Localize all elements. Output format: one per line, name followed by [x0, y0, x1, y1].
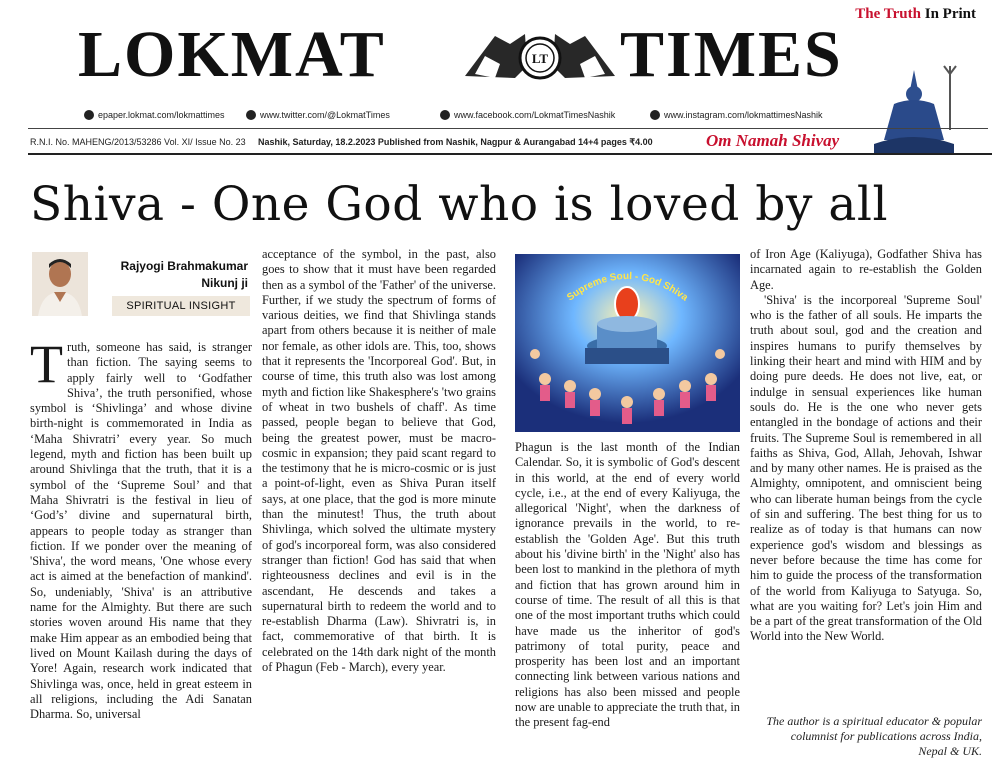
author-note: The author is a spiritual educator & popular columnist for publications across India, Nepal & UK.	[766, 714, 982, 758]
issue-date-info: Nashik, Saturday, 18.2.2023 Published from Nashik, Nagpur & Aurangabad 14+4 pages ₹4.00	[258, 137, 653, 147]
drop-cap: T	[30, 334, 63, 394]
emblem-text: LT	[531, 51, 549, 66]
article-column-1	[30, 334, 252, 722]
supreme-soul-shiva-illustration	[515, 254, 740, 432]
tagline-prefix: The Truth	[855, 6, 921, 22]
masthead-bottom-rule	[28, 153, 992, 155]
twitter-icon	[246, 110, 256, 120]
article-paragraph-5: 'Shiva' is the incorporeal 'Supreme Soul' who is the father of all souls. He imparts the truth about soul, god and the creation and inspires humans to purify themselves by linking their heart and mind with HIM and by doing pure deeds. He does not live, eat, or indulge in sensual experiences like human souls do. He is the one who never gets entangled in the bondage of actions and their fruits. The Supreme Soul is remembered in all faiths as Shiva, God, Allah, Jehovah, Ishwar and by many other names. He is praised as the Almighty, omnipotent, and omniscient being who can liberate human beings from the cycle of sin and suffering. The best thing for us to realize as of today is that humans can now experience god's wisdom and blessings as never before because the time has come for him to guide the process of the transformation of the world from Kaliyuga to Satyuga. So, what are you waiting for? Let's join Him and be a part of the great transformation of the Old World into the New World.	[750, 292, 982, 644]
masthead-tagline	[855, 6, 976, 23]
section-badge: SPIRITUAL INSIGHT	[112, 296, 250, 316]
author-name-line2: Nikunj ji	[201, 276, 248, 290]
masthead-emblem-logo	[455, 16, 625, 96]
social-link-twitter[interactable]: www.twitter.com/@LokmatTimes	[246, 110, 390, 120]
article-column-4	[750, 247, 982, 645]
issue-registration-info: R.N.I. No. MAHENG/2013/53286 Vol. XI/ Issue No. 23	[30, 137, 246, 147]
article-paragraph-1: ruth, someone has said, is stranger than fiction. The saying seems to apply fairly well to ‘Godfather Shiva’, the truth personified, whose symbol is ‘Shivlinga’ and whose divine birth-night is commemorated in India as ‘Maha Shivratri’ every year. So much legend, myth and fiction has been built up around Shivlinga that the truth, that it is a symbol of the ‘Supreme Soul’ and that Maha Shivratri is the festival in lieu of ‘God’s’ divine and supernatural birth, appears to people today as stranger than fiction. If we ponder over the meaning of 'Shiva', the word means, 'One whose every act is aimed at the benefaction of mankind'. So, undeniably, 'Shiva' is an attributive name for the Almighty. But there are such stories woven around His name that they make Him appear as an embodied being that lived on Mount Kailash during the days of Yore! Again, research work indicated that Shivlinga was, once, held in great esteem in all religions, including the Adi Sanatan Dharma. So, universal	[30, 340, 252, 722]
article-column-3	[515, 440, 740, 731]
tagline-suffix: In Print	[924, 6, 976, 22]
masthead-name-right: TIMES	[620, 18, 843, 91]
social-link-epaper[interactable]: epaper.lokmat.com/lokmattimes	[84, 110, 225, 120]
shiva-statue-image	[854, 60, 974, 156]
globe-icon	[84, 110, 94, 120]
social-link-facebook[interactable]: www.facebook.com/LokmatTimesNashik	[440, 110, 615, 120]
facebook-icon	[440, 110, 450, 120]
article-paragraph-3: Phagun is the last month of the Indian Calendar. So, it is symbolic of God's descent in this world, at the end of every world cycle, i.e., at the end of every Kaliyuga, the allegorical 'Night', when the darkness of ignorance prevails in the world, to re-establish the 'Golden Age'. But this truth about his 'divine birth' in the 'Night' also has been lost to mankind in the plethora of myth and fiction that has grown around him in course of time. The result of all this is that one of the most important truths which could have made us the inheritor of god's patrimony of total purity, peace and prosperity has been lost and an important connecting link between various nations and religions has also been missed and people now are unable to appreciate the truth that, in the present fag-end	[515, 440, 740, 730]
article-column-2	[262, 247, 496, 675]
author-name-line1: Rajyogi Brahmakumar	[120, 259, 248, 273]
author-byline	[98, 258, 248, 292]
article-paragraph-4: of Iron Age (Kaliyuga), Godfather Shiva has incarnated again to re-establish the Golden Age.	[750, 247, 982, 292]
instagram-icon	[650, 110, 660, 120]
article-paragraph-2: acceptance of the symbol, in the past, also goes to show that it must have been regarded then as a symbol of the 'Father' of the universe. Further, if we study the spectrum of forms of various deities, we find that Shivlinga stands apart from others because it is neither of male nor female, as other idols are. This, too, shows that it represents the 'Incorporeal God'. But, in course of time, this truth also was lost among myth and fiction like Shakesphere's 'two grains of wheat in two bushels of chaff'. As time passed, people began to believe that God, being the greatest power, must be macro-cosmic in expansion; they paid scant regard to the testimony that he is micro-cosmic or is just a point-of-light, even as Shiva Puran itself says, at one place, that the god is more minute than the minutest! Thus, the truth about Shivlinga, which solved the ultimate mystery of god's incorporeal form, was also considered stranger than fiction! God has said that when righteousness declines and evil is in the ascendant, He descends and takes a supernatural birth to redeem the world and to re-establish Dharma (Law). Shivratri is, in fact, commemorative of that birth. It is celebrated on the 14th dark night of the month of Phagun (Feb - March), every year.	[262, 247, 496, 675]
social-link-instagram[interactable]: www.instagram.com/lokmattimesNashik	[650, 110, 823, 120]
illustration-caption: Supreme Soul - God Shiva	[565, 270, 690, 304]
om-namah-shivay-slogan: Om Namah Shivay	[706, 131, 840, 150]
masthead-divider	[28, 128, 988, 129]
author-photo-avatar	[32, 252, 88, 316]
article-headline: Shiva - One God who is loved by all	[30, 177, 888, 232]
masthead-name-left: LOKMAT	[78, 18, 386, 91]
